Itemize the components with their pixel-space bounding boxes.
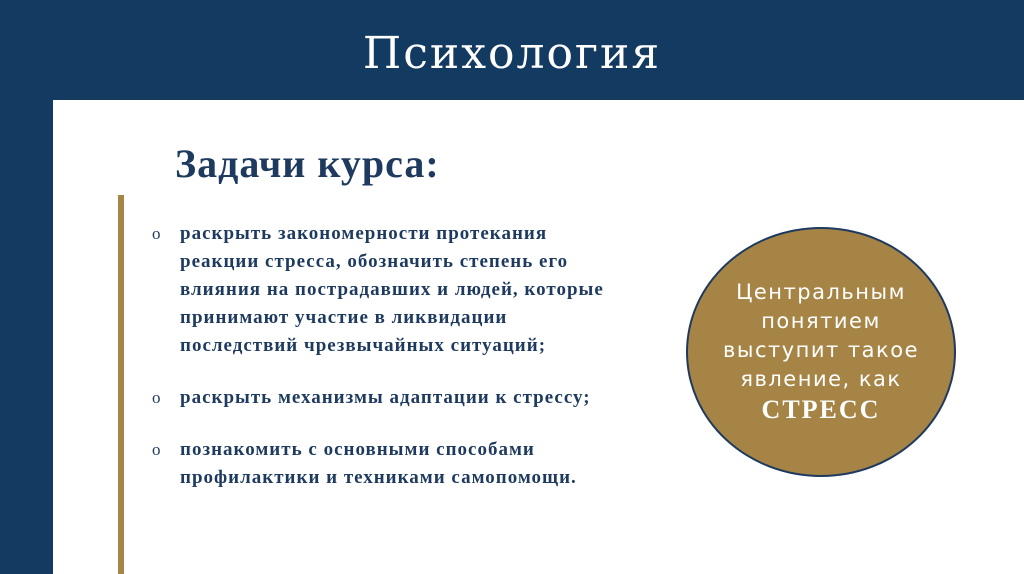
list-item — [150, 220, 630, 360]
task-list — [150, 220, 630, 516]
callout-text: Центральным понятием выступит такое явление, как — [722, 280, 919, 391]
list-item — [150, 384, 630, 412]
bullet-icon: o — [152, 440, 162, 459]
callout-circle — [686, 227, 956, 477]
bullet-icon: o — [152, 388, 162, 407]
task-text: раскрыть закономерности протекания реакции стресса, обозначить степень его влияния на пострадавших и людей, которые принимают участие в ликвидации последствий чрезвычайных ситуаций; — [180, 223, 604, 356]
accent-bar — [118, 195, 124, 574]
list-item — [150, 436, 630, 492]
task-text: раскрыть механизмы адаптации к стрессу; — [180, 387, 591, 408]
section-heading: Задачи курса: — [175, 141, 440, 186]
bullet-icon: o — [152, 224, 162, 243]
page-title: Психология — [362, 28, 662, 79]
task-text: познакомить с основными способами профилактики и техниками самопомощи. — [180, 439, 577, 488]
callout-emphasis: СТРЕСС — [761, 395, 881, 424]
